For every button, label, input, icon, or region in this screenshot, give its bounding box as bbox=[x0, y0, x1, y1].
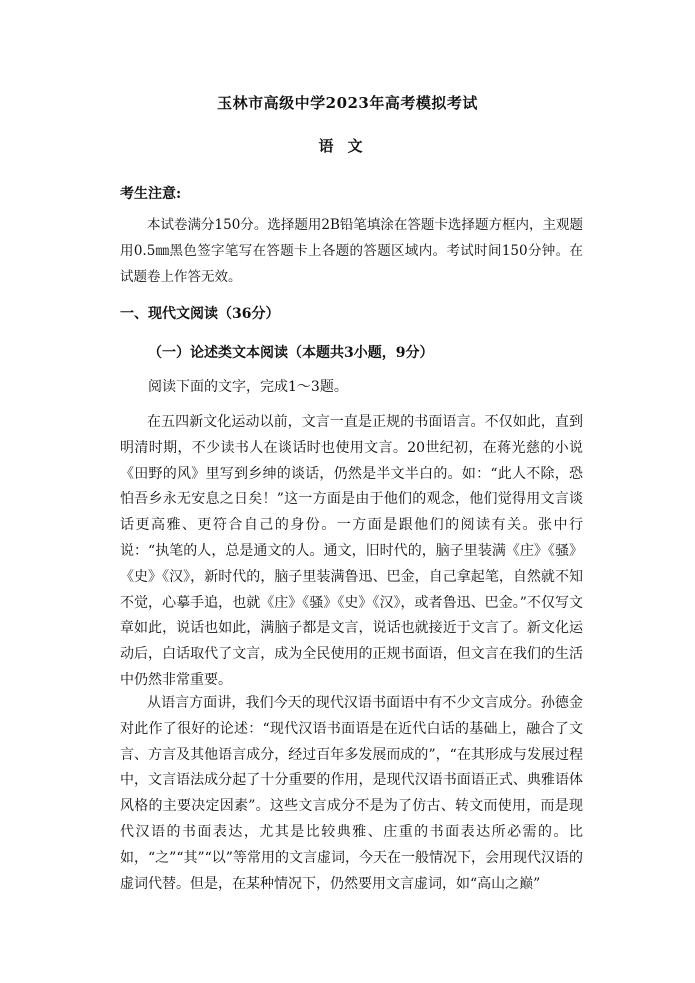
passage-paragraph-2: 从语言方面讲，我们今天的现代汉语书面语中有不少文言成分。孙德金对此作了很好的论述：“现代汉语书面语是在近代白话的基础上，融合了文言、方言及其他语言成分，经过百年多发展而成的”，“在其形成与发展过程中，文言语法成分起了十分重要的作用，是现代汉语书面语正式、典雅语体风格的主要决定因素”。这些文言成分不是为了仿古、转文而使用，而是现代汉语的书面表达，尤其是比较典雅、庄重的书面表达所必需的。比如，“之”“其”“以”等常用的文言虚词，今天在一般情况下，会用现代汉语的虚词代替。但是，在某种情况下，仍然要用文言虚词，如“高山之巅” bbox=[120, 695, 583, 892]
passage-paragraph-1: 在五四新文化运动以前，文言一直是正规的书面语言。不仅如此，直到明清时期，不少读书人在谈话时也使用文言。20世纪初，在蒋光慈的小说《田野的风》里写到乡绅的谈话，仍然是半文半白的。如：“此人不除，恐怕吾乡永无安息之日矣！”这一方面是由于他们的观念，他们觉得用文言谈话更高雅、更符合自己的身份。一方面是跟他们的阅读有关。张中行说：“执笔的人，总是通文的人。通文，旧时代的，脑子里装满《庄》《骚》《史》《汉》，新时代的，脑子里装满鲁迅、巴金，自己拿起笔，自然就不知不觉，心摹手追，也就《庄》《骚》《史》《汉》，或者鲁迅、巴金。”不仅写文章如此，说话也如此，满脑子都是文言，说话也就接近于文言了。新文化运动后，白话取代了文言，成为全民使用的正规书面语，但文言在我们的生活中仍然非常重要。 bbox=[120, 414, 583, 688]
reading-instruction: 阅读下面的文字，完成1～3题。 bbox=[148, 379, 348, 395]
sub-section-heading: （一）论述类文本阅读（本题共3小题，9分） bbox=[148, 345, 434, 361]
notice-body: 本试卷满分150分。选择题用2B铅笔填涂在答题卡选择题方框内，主观题用0.5㎜黑色签字笔写在答题卡上各题的答题区域内。考试时间150分钟。在试题卷上作答无效。 bbox=[120, 217, 583, 285]
notice-heading: 考生注意: bbox=[120, 186, 182, 202]
section-heading: 一、现代文阅读（36分） bbox=[120, 306, 280, 322]
subject-title: 语文 bbox=[318, 137, 377, 155]
exam-title: 玉林市高级中学2023年高考模拟考试 bbox=[217, 94, 478, 112]
